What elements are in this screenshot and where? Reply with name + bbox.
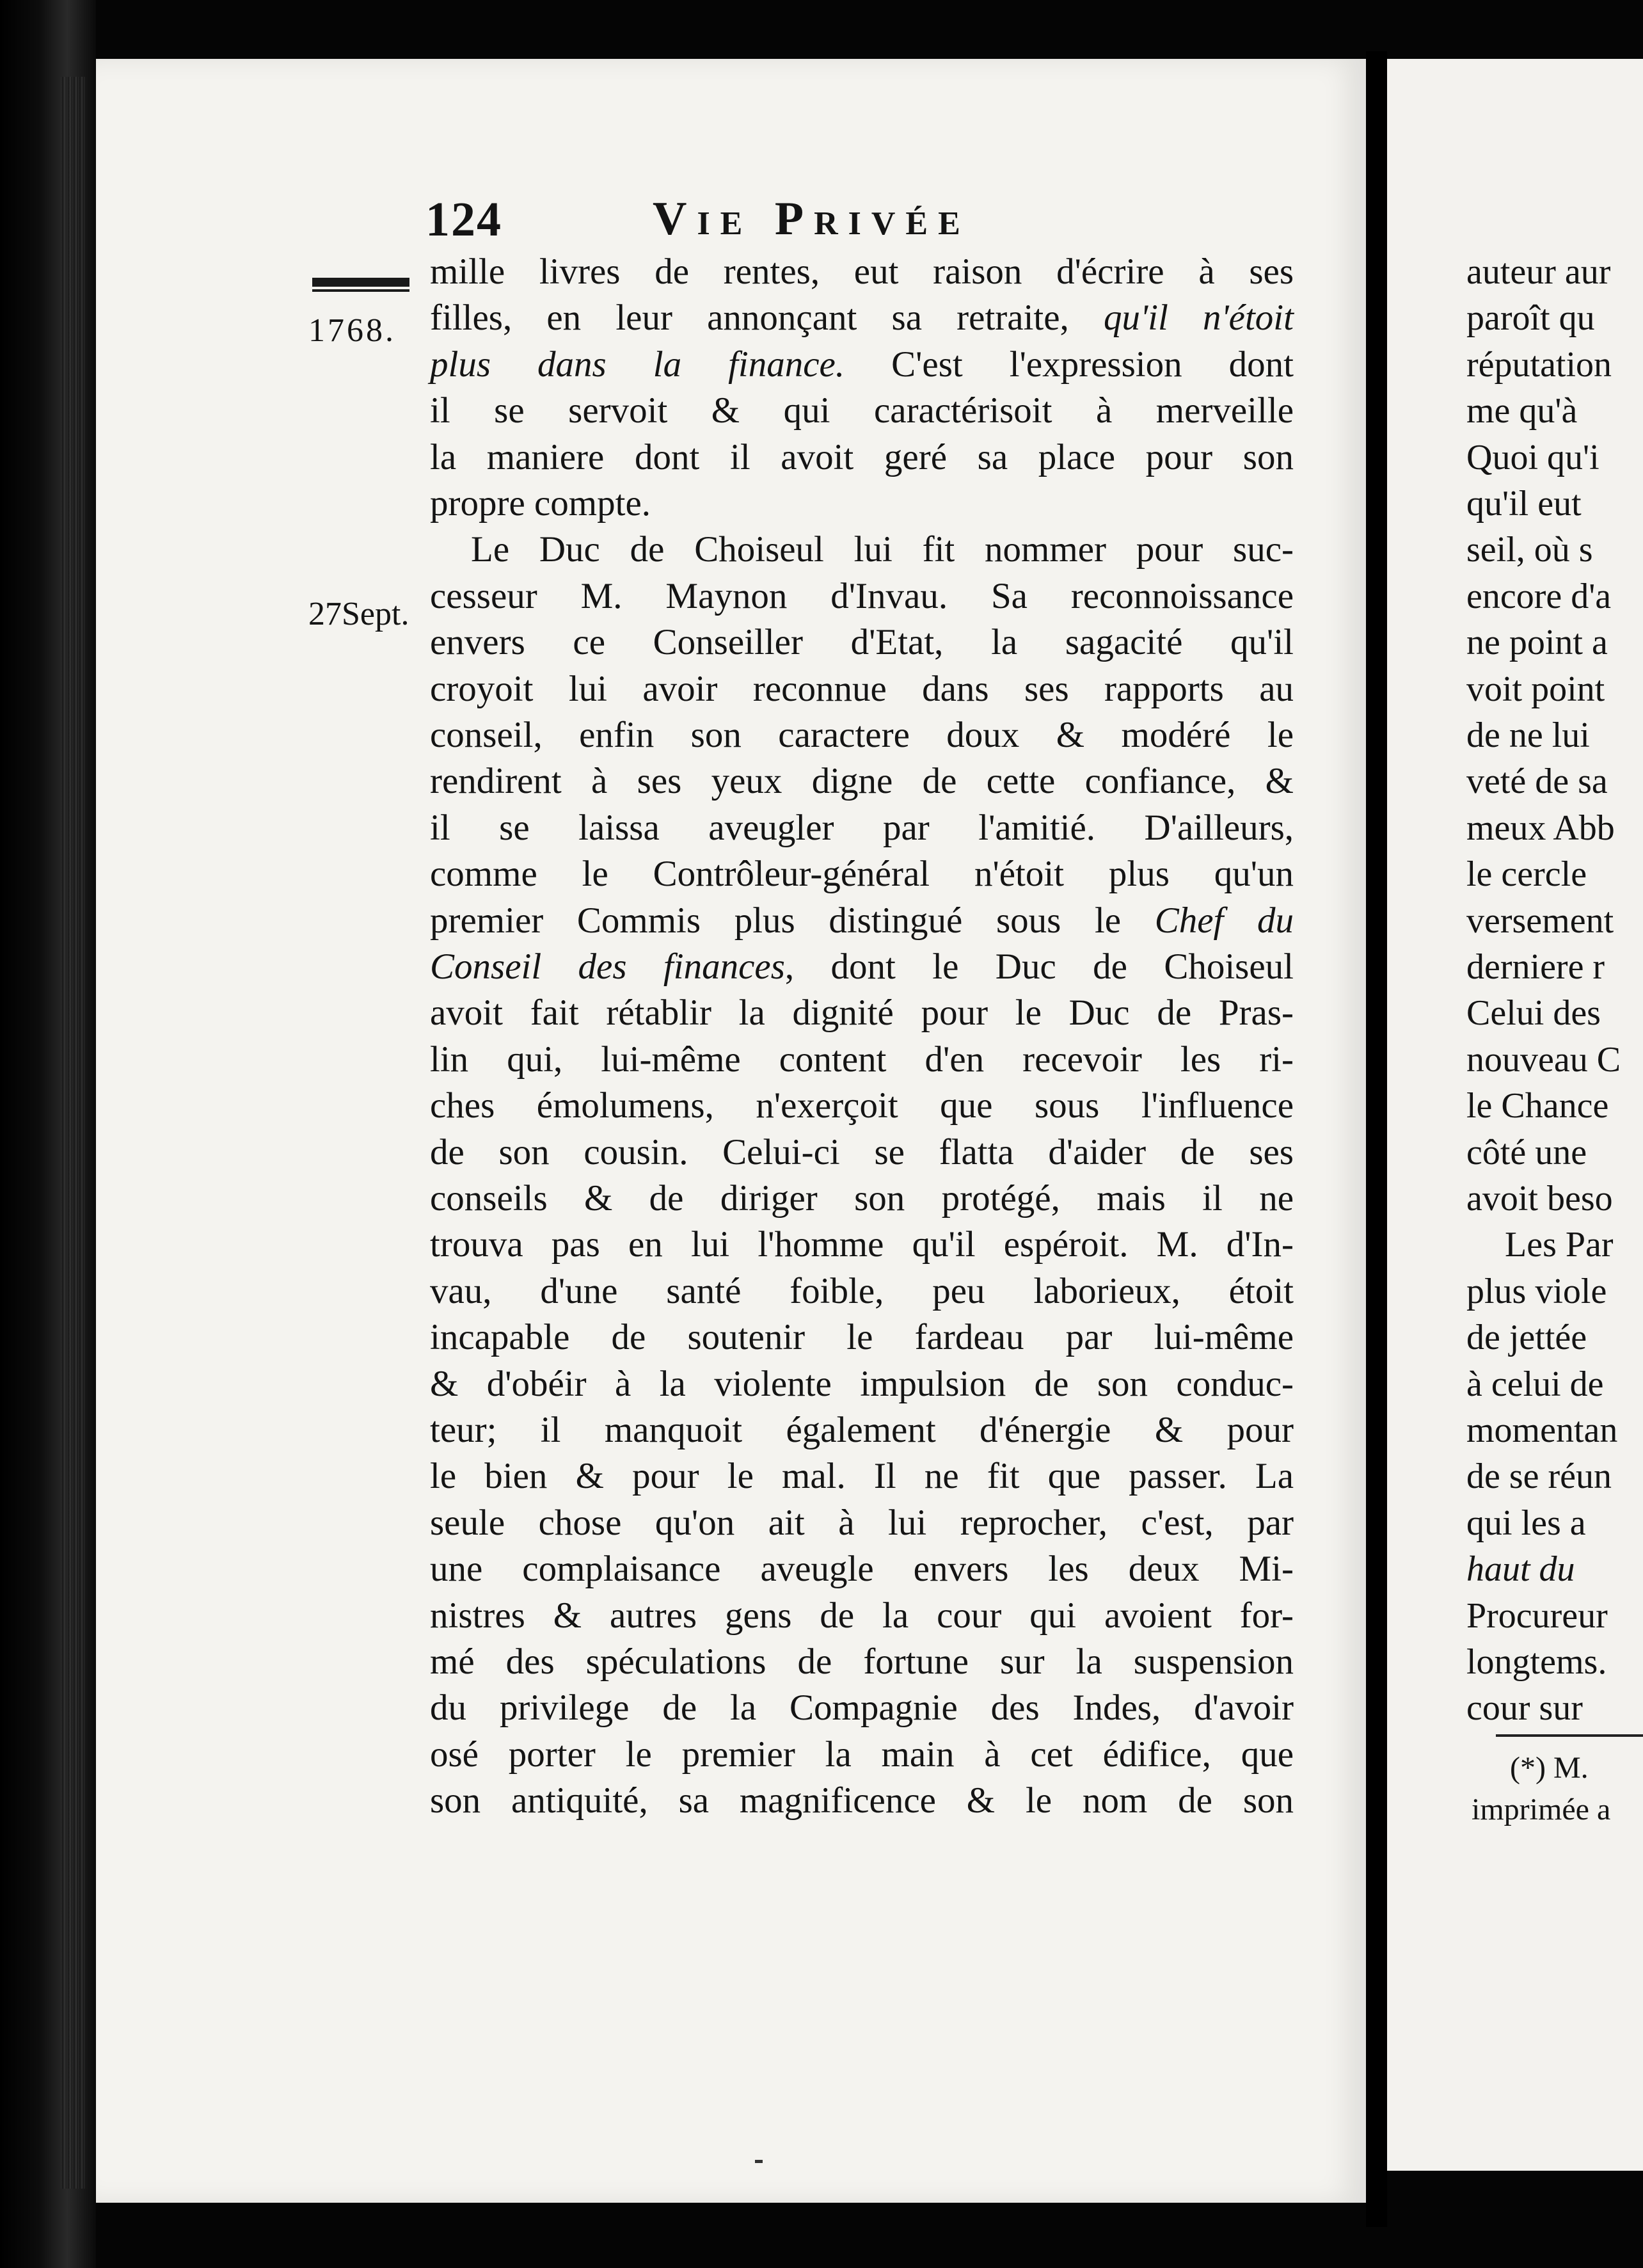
text-line: le bien & pour le mal. Il ne fit que passer. La [430, 1456, 1294, 1497]
page-number: 124 [425, 193, 502, 246]
facing-text-line: de jettée [1466, 1318, 1587, 1358]
text-line: cesseur M. Maynon d'Invau. Sa reconnoissance [430, 575, 1294, 616]
facing-text-line: seil, où s [1466, 530, 1593, 570]
text-line: incapable de soutenir le fardeau par lui-même [430, 1317, 1294, 1358]
text-line: premier Commis plus distingué sous le Chef du [430, 900, 1294, 941]
footnote-rule [1496, 1734, 1643, 1737]
facing-text-line: de se réun [1466, 1457, 1612, 1497]
text-line: conseils & de diriger son protégé, mais il ne [430, 1178, 1294, 1218]
facing-text-line: de ne lui [1466, 715, 1590, 755]
ink-speck [755, 2160, 763, 2163]
text-line: croyoit lui avoir reconnue dans ses rapports au [430, 668, 1294, 709]
page-gutter [1366, 51, 1387, 2227]
facing-text-line: avoit beso [1466, 1179, 1613, 1218]
facing-text-line: nouveau C [1466, 1039, 1621, 1080]
text-line: propre compte. [430, 483, 651, 523]
facing-text-line: à celui de [1466, 1364, 1604, 1404]
text-line: Le Duc de Choiseul lui fit nommer pour suc- [471, 529, 1294, 570]
text-line: seule chose qu'on ait à lui reprocher, c'est, par [430, 1502, 1294, 1543]
margin-rule [312, 278, 409, 287]
text-line: trouva pas en lui l'homme qu'il espéroit. M. d'In- [430, 1224, 1294, 1265]
text-line: filles, en leur annonçant sa retraite, qu'il n'étoit [430, 298, 1294, 339]
footnote-line: (*) M. [1510, 1751, 1589, 1785]
facing-text-line: derniere r [1466, 947, 1605, 987]
text-line: ches émolumens, n'exerçoit que sous l'influence [430, 1085, 1294, 1126]
facing-text-line: plus viole [1466, 1271, 1607, 1311]
facing-text-line: Quoi qu'i [1466, 437, 1599, 477]
text-line: il se servoit & qui caractérisoit à merveille [430, 390, 1294, 431]
facing-text-line: le cercle [1466, 854, 1587, 895]
text-line: envers ce Conseiller d'Etat, la sagacité qu'il [430, 622, 1294, 663]
facing-text-line: Celui des [1466, 993, 1601, 1034]
text-line: lin qui, lui-même content d'en recevoir les ri- [430, 1039, 1294, 1080]
facing-text-line: versement [1466, 900, 1614, 941]
text-line: Conseil des finances, dont le Duc de Choiseul [430, 946, 1294, 987]
facing-text-line: qui les a [1466, 1503, 1586, 1543]
facing-text-line: veté de sa [1466, 762, 1608, 802]
text-line: plus dans la finance. C'est l'expression dont [430, 344, 1294, 385]
facing-text-line: auteur aur [1466, 252, 1611, 292]
facing-text-line: cour sur [1466, 1688, 1583, 1729]
running-title: Vie Privée [653, 193, 971, 245]
facing-text-line: me qu'à [1466, 391, 1578, 431]
text-line: vau, d'une santé foible, peu laborieux, étoit [430, 1270, 1294, 1311]
facing-text-line: paroît qu [1466, 298, 1595, 339]
facing-text-line: longtems. [1466, 1642, 1607, 1682]
facing-text-line: haut du [1466, 1549, 1575, 1590]
text-line: avoit fait rétablir la dignité pour le Duc de Pras- [430, 993, 1294, 1034]
facing-text-line: Procureur [1466, 1595, 1608, 1636]
text-line: teur; il manquoit également d'énergie & pour [430, 1410, 1294, 1450]
margin-date: 27Sept. [308, 596, 409, 632]
text-line: une complaisance aveugle envers les deux Mi- [430, 1549, 1294, 1590]
facing-text-line: meux Abb [1466, 808, 1615, 848]
text-line: mé des spéculations de fortune sur la suspension [430, 1641, 1294, 1682]
text-line: osé porter le premier la main à cet édifice, que [430, 1734, 1294, 1775]
facing-text-line: momentan [1466, 1410, 1618, 1450]
facing-text-line: le Chance [1466, 1086, 1609, 1126]
text-line: du privilege de la Compagnie des Indes, d'avoir [430, 1688, 1294, 1729]
facing-text-line: réputation [1466, 344, 1612, 385]
text-line: de son cousin. Celui-ci se flatta d'aider de ses [430, 1131, 1294, 1172]
book-binding [0, 0, 96, 2268]
facing-text-line: encore d'a [1466, 576, 1612, 616]
text-line: conseil, enfin son caractere doux & modéré le [430, 715, 1294, 755]
text-line: rendirent à ses yeux digne de cette confiance, & [430, 761, 1294, 802]
footnote-line: imprimée a [1472, 1793, 1611, 1826]
binding-edge [61, 77, 86, 2189]
facing-text-line: Les Par [1505, 1225, 1614, 1265]
text-line: mille livres de rentes, eut raison d'écrire à ses [430, 252, 1294, 292]
facing-text-line: côté une [1466, 1132, 1587, 1172]
facing-text-line: voit point [1466, 669, 1605, 709]
margin-rule-thin [312, 289, 409, 292]
text-line: nistres & autres gens de la cour qui avoient for- [430, 1595, 1294, 1636]
margin-year: 1768. [308, 312, 396, 349]
text-line: son antiquité, sa magnificence & le nom de son [430, 1780, 1294, 1821]
text-line: & d'obéir à la violente impulsion de son conduc- [430, 1363, 1294, 1404]
facing-text-line: qu'il eut [1466, 484, 1582, 523]
text-line: il se laissa aveugler par l'amitié. D'ailleurs, [430, 807, 1294, 848]
facing-text-line: ne point a [1466, 623, 1608, 663]
text-line: comme le Contrôleur-général n'étoit plus qu'un [430, 854, 1294, 895]
text-line: la maniere dont il avoit geré sa place pour son [430, 436, 1294, 477]
